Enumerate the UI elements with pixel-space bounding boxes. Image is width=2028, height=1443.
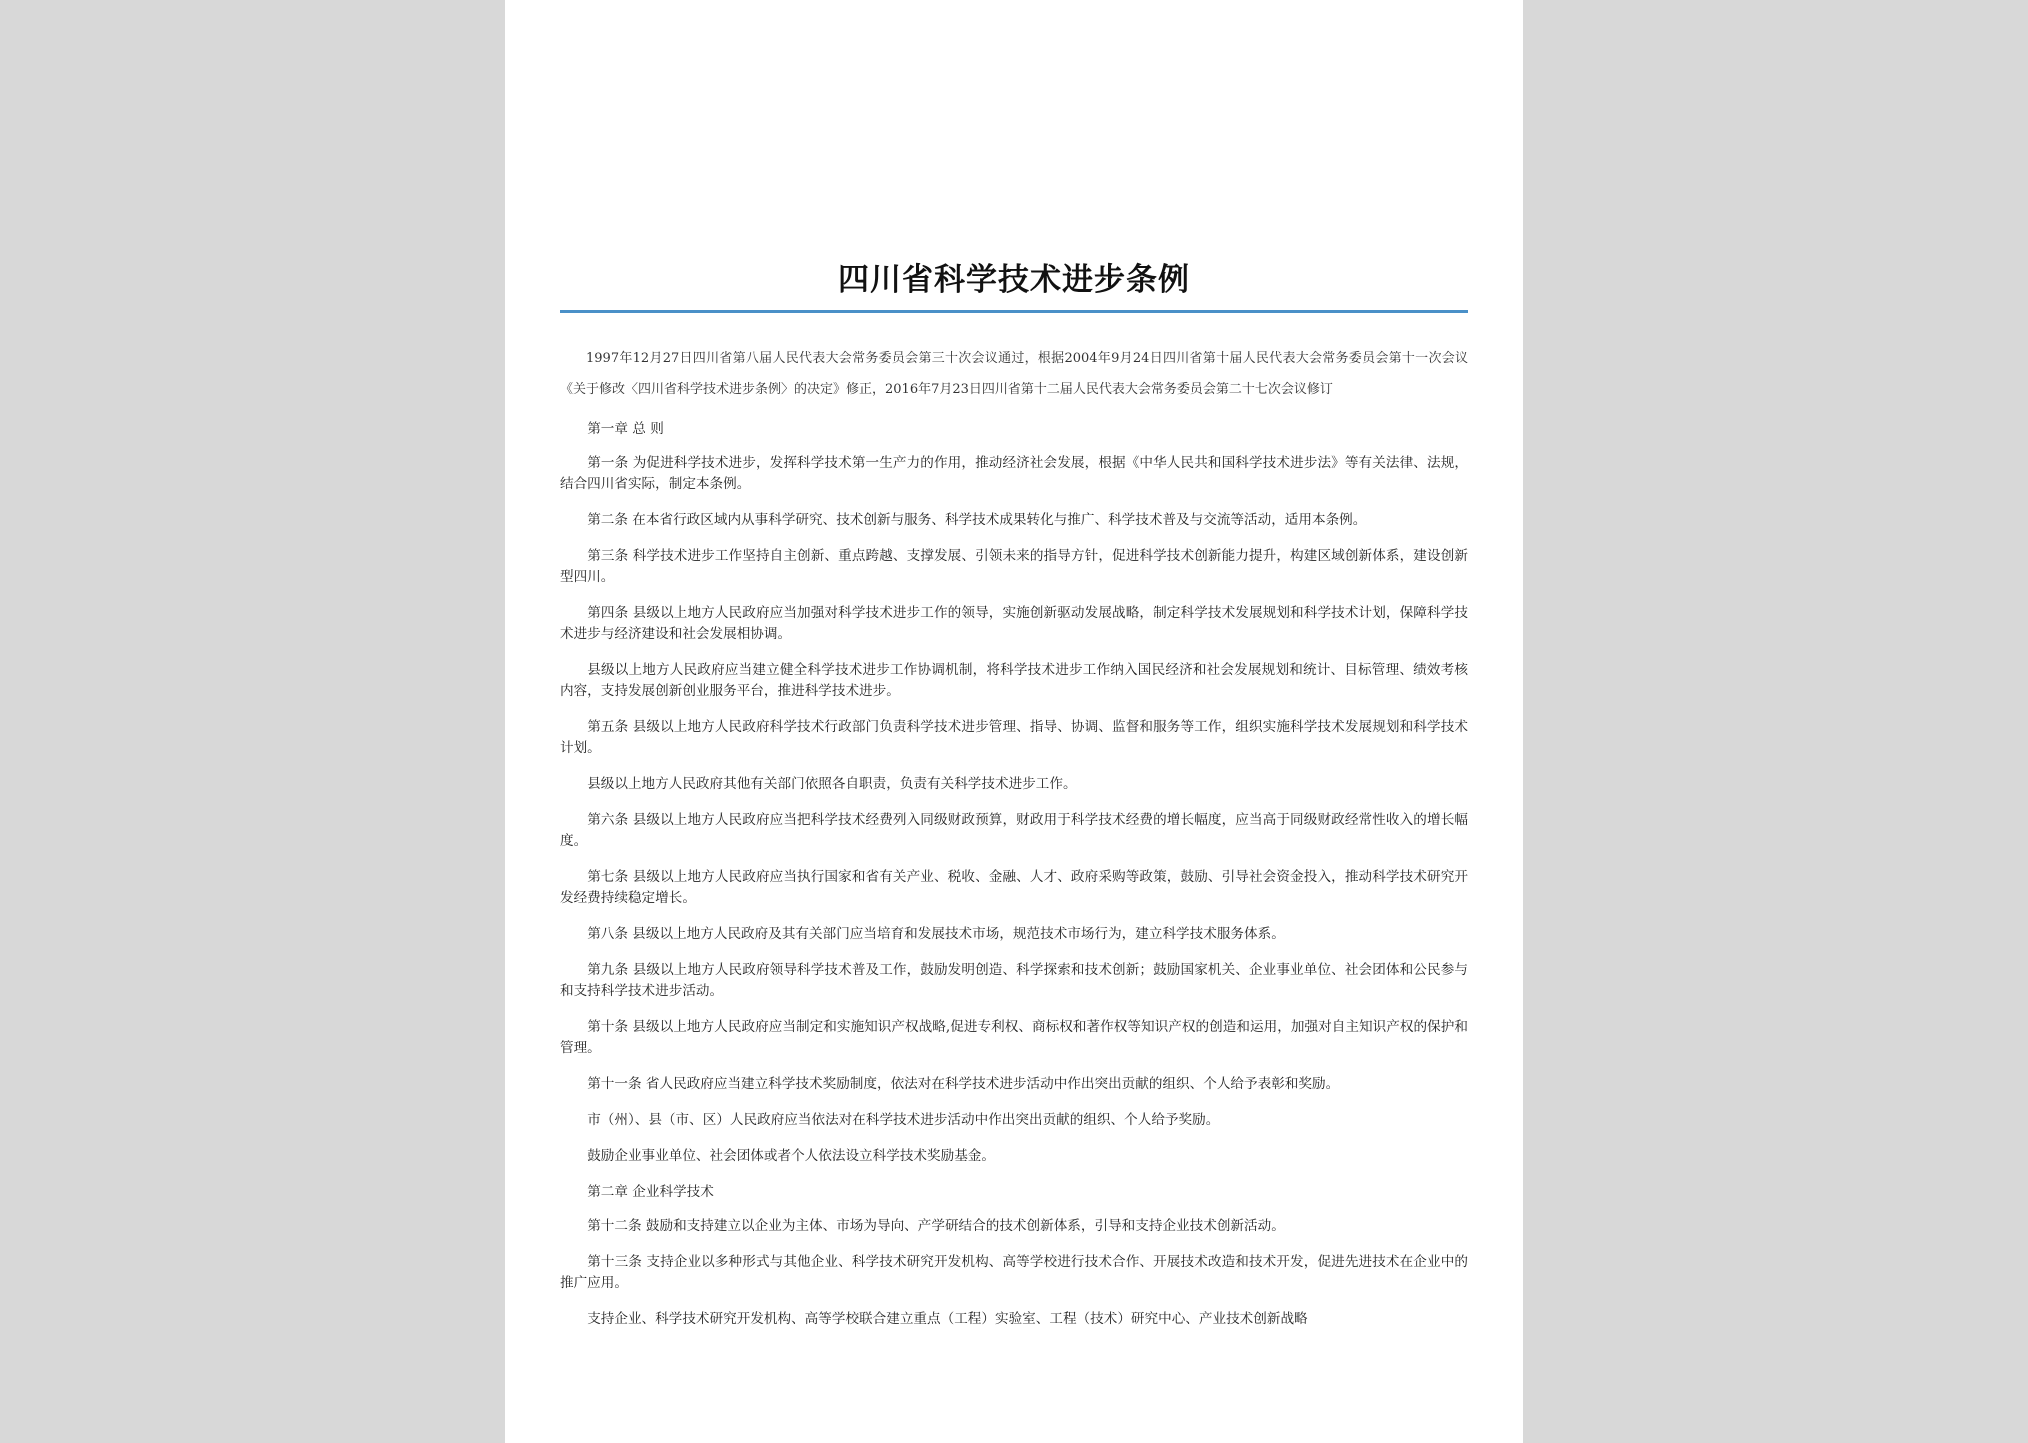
article-paragraph: 第七条 县级以上地方人民政府应当执行国家和省有关产业、税收、金融、人才、政府采购等政策，鼓励、引导社会资金投入，推动科学技术研究开发经费持续稳定增长。 bbox=[560, 869, 1468, 906]
chapter-heading: 第一章 总 则 bbox=[587, 421, 664, 437]
article-paragraph: 县级以上地方人民政府其他有关部门依照各自职责，负责有关科学技术进步工作。 bbox=[587, 776, 1077, 792]
article-paragraph: 第十条 县级以上地方人民政府应当制定和实施知识产权战略,促进专利权、商标权和著作权等知识产权的创造和运用，加强对自主知识产权的保护和管理。 bbox=[560, 1019, 1468, 1056]
preamble-note: 1997年12月27日四川省第八届人民代表大会常务委员会第三十次会议通过，根据2004年9月24日四川省第十届人民代表大会常务委员会第十一次会议《关于修改〈四川省科学技术进步条例〉的决定》修正，2016年7月23日四川省第十二届人民代表大会常务委员会第二十七次会议修订 bbox=[560, 351, 1468, 397]
article-paragraph: 第四条 县级以上地方人民政府应当加强对科学技术进步工作的领导，实施创新驱动发展战略，制定科学技术发展规划和科学技术计划，保障科学技术进步与经济建设和社会发展相协调。 bbox=[560, 605, 1468, 642]
article-paragraph: 第一条 为促进科学技术进步，发挥科学技术第一生产力的作用，推动经济社会发展，根据《中华人民共和国科学技术进步法》等有关法律、法规，结合四川省实际，制定本条例。 bbox=[560, 455, 1468, 492]
article-paragraph: 第十一条 省人民政府应当建立科学技术奖励制度，依法对在科学技术进步活动中作出突出贡献的组织、个人给予表彰和奖励。 bbox=[587, 1076, 1340, 1092]
title-underline bbox=[560, 310, 1468, 313]
article-paragraph: 第二条 在本省行政区域内从事科学研究、技术创新与服务、科学技术成果转化与推广、科学技术普及与交流等活动，适用本条例。 bbox=[587, 512, 1367, 528]
article-paragraph: 县级以上地方人民政府应当建立健全科学技术进步工作协调机制，将科学技术进步工作纳入国民经济和社会发展规划和统计、目标管理、绩效考核内容，支持发展创新创业服务平台，推进科学技术进步。 bbox=[560, 662, 1468, 699]
article-paragraph: 第八条 县级以上地方人民政府及其有关部门应当培育和发展技术市场，规范技术市场行为，建立科学技术服务体系。 bbox=[587, 926, 1285, 942]
article-paragraph: 第五条 县级以上地方人民政府科学技术行政部门负责科学技术进步管理、指导、协调、监督和服务等工作，组织实施科学技术发展规划和科学技术计划。 bbox=[560, 719, 1468, 756]
article-paragraph: 市（州）、县（市、区）人民政府应当依法对在科学技术进步活动中作出突出贡献的组织、个人给予奖励。 bbox=[587, 1112, 1220, 1128]
document-title: 四川省科学技术进步条例 bbox=[838, 262, 1190, 298]
article-paragraph: 鼓励企业事业单位、社会团体或者个人依法设立科学技术奖励基金。 bbox=[587, 1148, 995, 1164]
chapter-heading: 第二章 企业科学技术 bbox=[587, 1184, 714, 1200]
page-content bbox=[560, 260, 1468, 1345]
article-paragraph: 第三条 科学技术进步工作坚持自主创新、重点跨越、支撑发展、引领未来的指导方针，促进科学技术创新能力提升，构建区域创新体系，建设创新型四川。 bbox=[560, 548, 1468, 585]
article-paragraph: 第十三条 支持企业以多种形式与其他企业、科学技术研究开发机构、高等学校进行技术合作、开展技术改造和技术开发，促进先进技术在企业中的推广应用。 bbox=[560, 1254, 1468, 1291]
article-paragraph: 第六条 县级以上地方人民政府应当把科学技术经费列入同级财政预算，财政用于科学技术经费的增长幅度，应当高于同级财政经常性收入的增长幅度。 bbox=[560, 812, 1468, 849]
article-paragraph: 支持企业、科学技术研究开发机构、高等学校联合建立重点（工程）实验室、工程（技术）研究中心、产业技术创新战略 bbox=[587, 1311, 1308, 1327]
article-paragraph: 第十二条 鼓励和支持建立以企业为主体、市场为导向、产学研结合的技术创新体系，引导和支持企业技术创新活动。 bbox=[587, 1218, 1285, 1234]
article-paragraph: 第九条 县级以上地方人民政府领导科学技术普及工作，鼓励发明创造、科学探索和技术创新；鼓励国家机关、企业事业单位、社会团体和公民参与和支持科学技术进步活动。 bbox=[560, 962, 1468, 999]
document-page bbox=[505, 0, 1523, 1443]
